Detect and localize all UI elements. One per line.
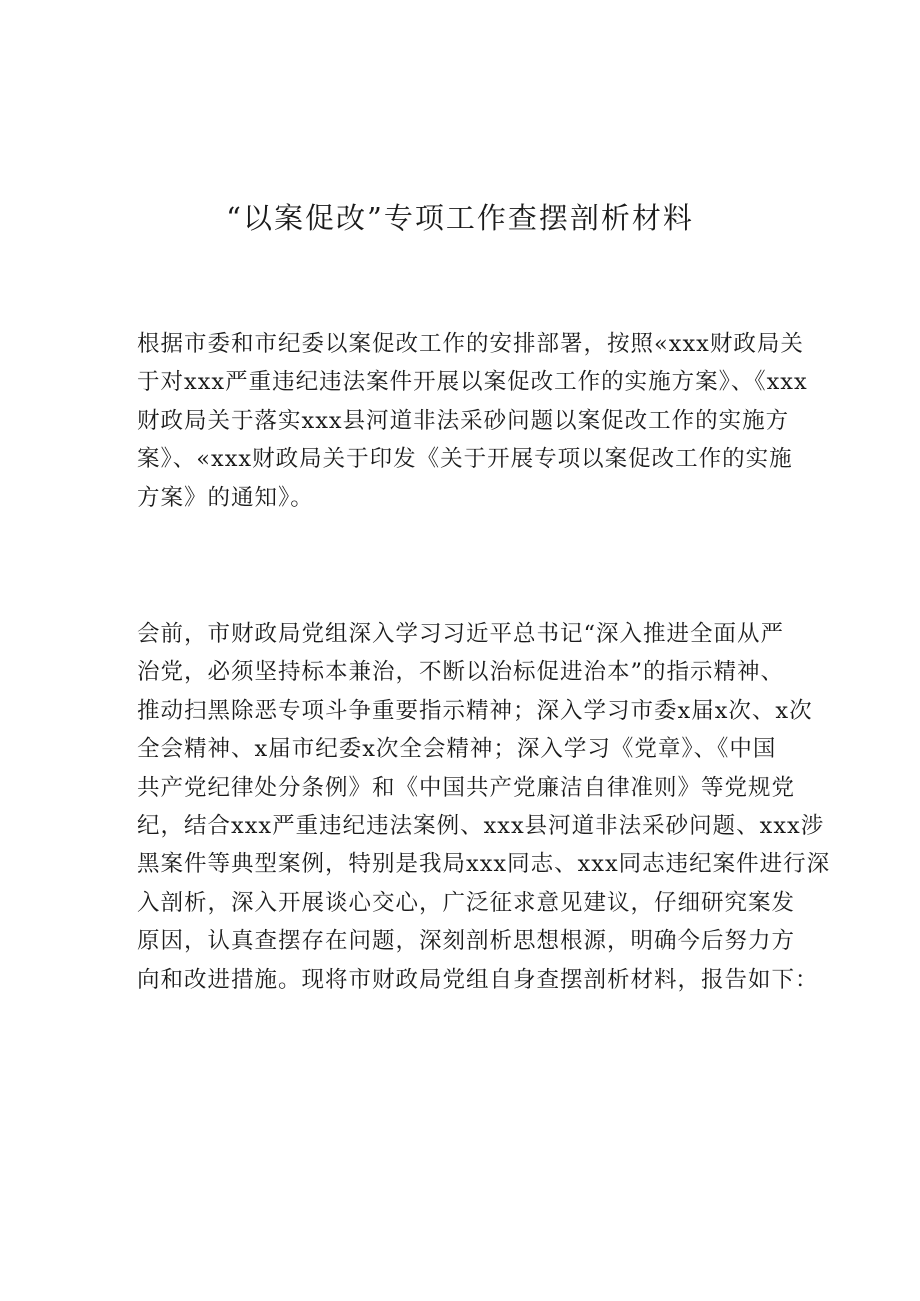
paragraph-line: 原因，认真查摆存在问题，深刻剖析思想根源，明确今后努力方 (137, 928, 796, 955)
paragraph-line: 于对xxx严重违纪违法案件开展以案促改工作的实施方案》、《xxx (137, 369, 808, 396)
paragraph-line: 会前，市财政局党组深入学习习近平总书记“深入推进全面从严 (137, 621, 785, 647)
paragraph-line: 共产党纪律处分条例》和《中国共产党廉洁自律准则》等党规党 (137, 774, 796, 801)
paragraph-line: 向和改进措施。现将市财政局党组自身查摆剖析材料，报告如下： (137, 966, 819, 993)
paragraph-line: 根据市委和市纪委以案促改工作的安排部署，按照«xxx财政局关 (137, 331, 804, 357)
paragraph-line: 案》、«xxx财政局关于印发《关于开展专项以案促改工作的实施 (137, 446, 793, 473)
paragraph-meeting (137, 615, 830, 999)
paragraph-line: 方案》的通知》。 (137, 484, 314, 511)
paragraph-line: 纪，结合xxx严重违纪违法案例、xxx县河道非法采砂问题、xxx涉 (137, 813, 825, 840)
paragraph-line: 入剖析，深入开展谈心交心，广泛征求意见建议，仔细研究案发 (137, 889, 796, 916)
document-title: “以案促改”专项工作查摆剖析材料 (226, 201, 694, 235)
paragraph-line: 财政局关于落实xxx县河道非法采砂问题以案促改工作的实施方 (137, 407, 790, 434)
paragraph-line: 全会精神、x届市纪委x次全会精神；深入学习《党章》、《中国 (137, 736, 777, 763)
paragraph-line: 治党，必须坚持标本兼治，不断以治标促进治本”的指示精神、 (137, 659, 785, 686)
paragraph-line: 推动扫黑除恶专项斗争重要指示精神；深入学习市委x届x次、x次 (137, 697, 813, 724)
paragraph-intro (137, 325, 808, 517)
paragraph-line: 黑案件等典型案例，特别是我局xxx同志、xxx同志违纪案件进行深 (137, 851, 831, 878)
